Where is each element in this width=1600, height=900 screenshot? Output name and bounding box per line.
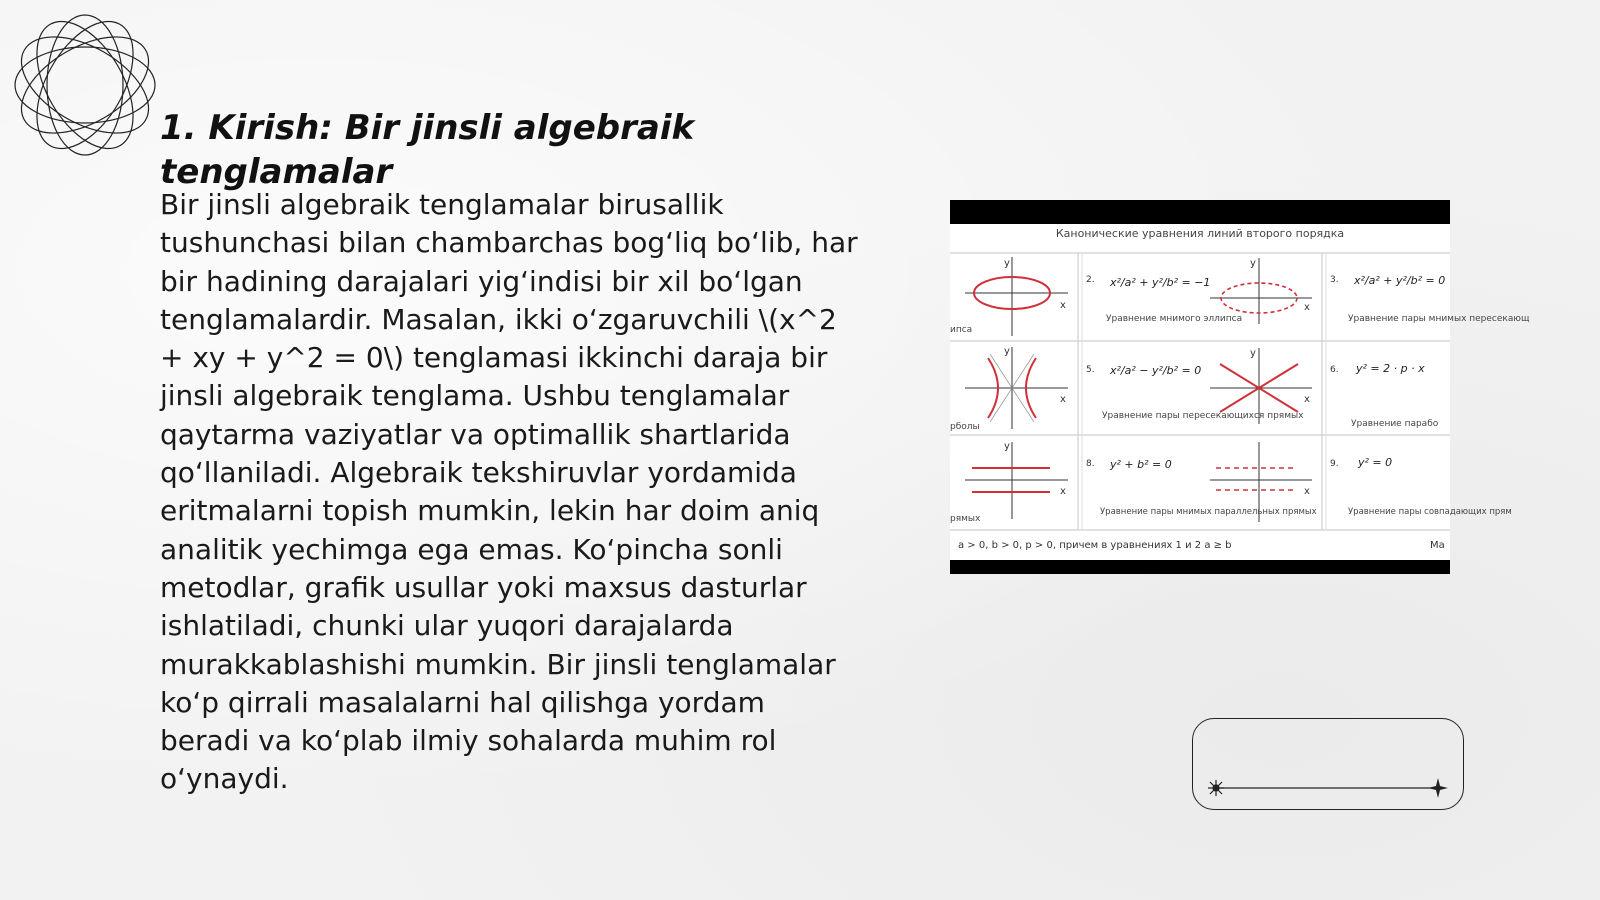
cell-9-num: 9. [1330,459,1339,469]
cell-2-num: 2. [1086,275,1095,285]
svg-text:y: y [1004,346,1010,357]
cell-5-label: Уравнение пары пересекающихся прямых [1102,411,1304,421]
star-icon [1428,778,1448,798]
hyperbola-plot [965,346,1068,429]
slide-body: Bir jinsli algebraik tenglamalar birusallik tushunchasi bilan chambarchas bog‘liq bo‘lib, har bir hadining darajalari yig‘indisi bir xil bo‘lgan tenglamalardir. Masalan, ikki o‘zgaruvchili \(x^2 + xy + y^2 = 0\) tenglamasi ikkinchi daraja bir jinsli algebraik tenglama. Ushbu tenglamalar qaytarma vaziyatlar va optimallik shartlarida qo‘llaniladi. Algebraik tekshiruvlar yordamida eritmalarni topish mumkin, lekin har doim aniq analitik yechimga ega emas. Ko‘pincha sonli metodlar, grafik usullar yoki maxsus dasturlar ishlatiladi, chunki ular yuqori darajalarda murakkablashishi mumkin. Bir jinsli tenglamalar ko‘p qirrali masalalarni hal qilishga yordam beradi va ko‘plab ilmiy sohalarda muhim rol o‘ynaydi. [160,188,858,796]
cell-6-num: 6. [1330,365,1339,375]
cell-2-eq: x²/a² + y²/b² = −1 [1110,276,1211,289]
figure-header: Канонические уравнения линий второго порядка [1055,227,1345,240]
cell-6-eq: y² = 2 · p · x [1356,362,1425,375]
svg-text:y: y [1004,441,1010,452]
svg-text:y: y [1004,258,1010,269]
cell-5-eq: x²/a² − y²/b² = 0 [1110,364,1202,377]
rosette-icon [10,10,160,160]
cell-9-label: Уравнение пары совпадающих прям [1348,507,1512,517]
parallel-lines-plot [965,441,1068,519]
cell-3-eq: x²/a² + y²/b² = 0 [1354,274,1446,287]
svg-text:x: x [1060,394,1066,405]
svg-text:x: x [1304,394,1310,405]
svg-text:y: y [1250,258,1256,269]
figure-bottom-bar [950,560,1450,574]
cell-8-num: 8. [1086,459,1095,469]
cell-3-num: 3. [1330,275,1339,285]
svg-text:y: y [1250,348,1256,359]
conic-equations-figure [950,200,1530,574]
figure-table [950,224,1530,560]
cell-3-label: Уравнение пары мнимых пересекающ [1348,314,1530,324]
ellipse-plot [965,257,1068,336]
cell-6-label: Уравнение парабо [1351,419,1439,429]
svg-text:x: x [1304,302,1310,313]
decorative-line [1192,718,1464,810]
svg-text:x: x [1304,486,1310,497]
sparkle-icon [1208,780,1224,796]
figure-footer-right: Ma [1430,540,1445,551]
cell-4-label: рболы [950,422,980,432]
cell-5-num: 5. [1086,365,1095,375]
figure-footer: a > 0, b > 0, p > 0, причем в уравнениях 1 и 2 a ≥ b [958,540,1232,551]
cell-8-eq: y² + b² = 0 [1110,458,1172,471]
cell-1-label: ипса [950,325,973,335]
cell-8-label: Уравнение пары мнимых параллельных прямых [1100,507,1317,517]
cell-9-eq: y² = 0 [1358,456,1393,469]
cell-7-label: рямых [950,514,981,524]
cell-2-label: Уравнение мнимого эллипса [1106,314,1243,324]
svg-text:x: x [1060,300,1066,311]
svg-text:x: x [1060,486,1066,497]
slide-title: 1. Kirish: Bir jinsli algebraik tenglamalar [160,108,695,192]
figure-top-bar [950,200,1450,224]
